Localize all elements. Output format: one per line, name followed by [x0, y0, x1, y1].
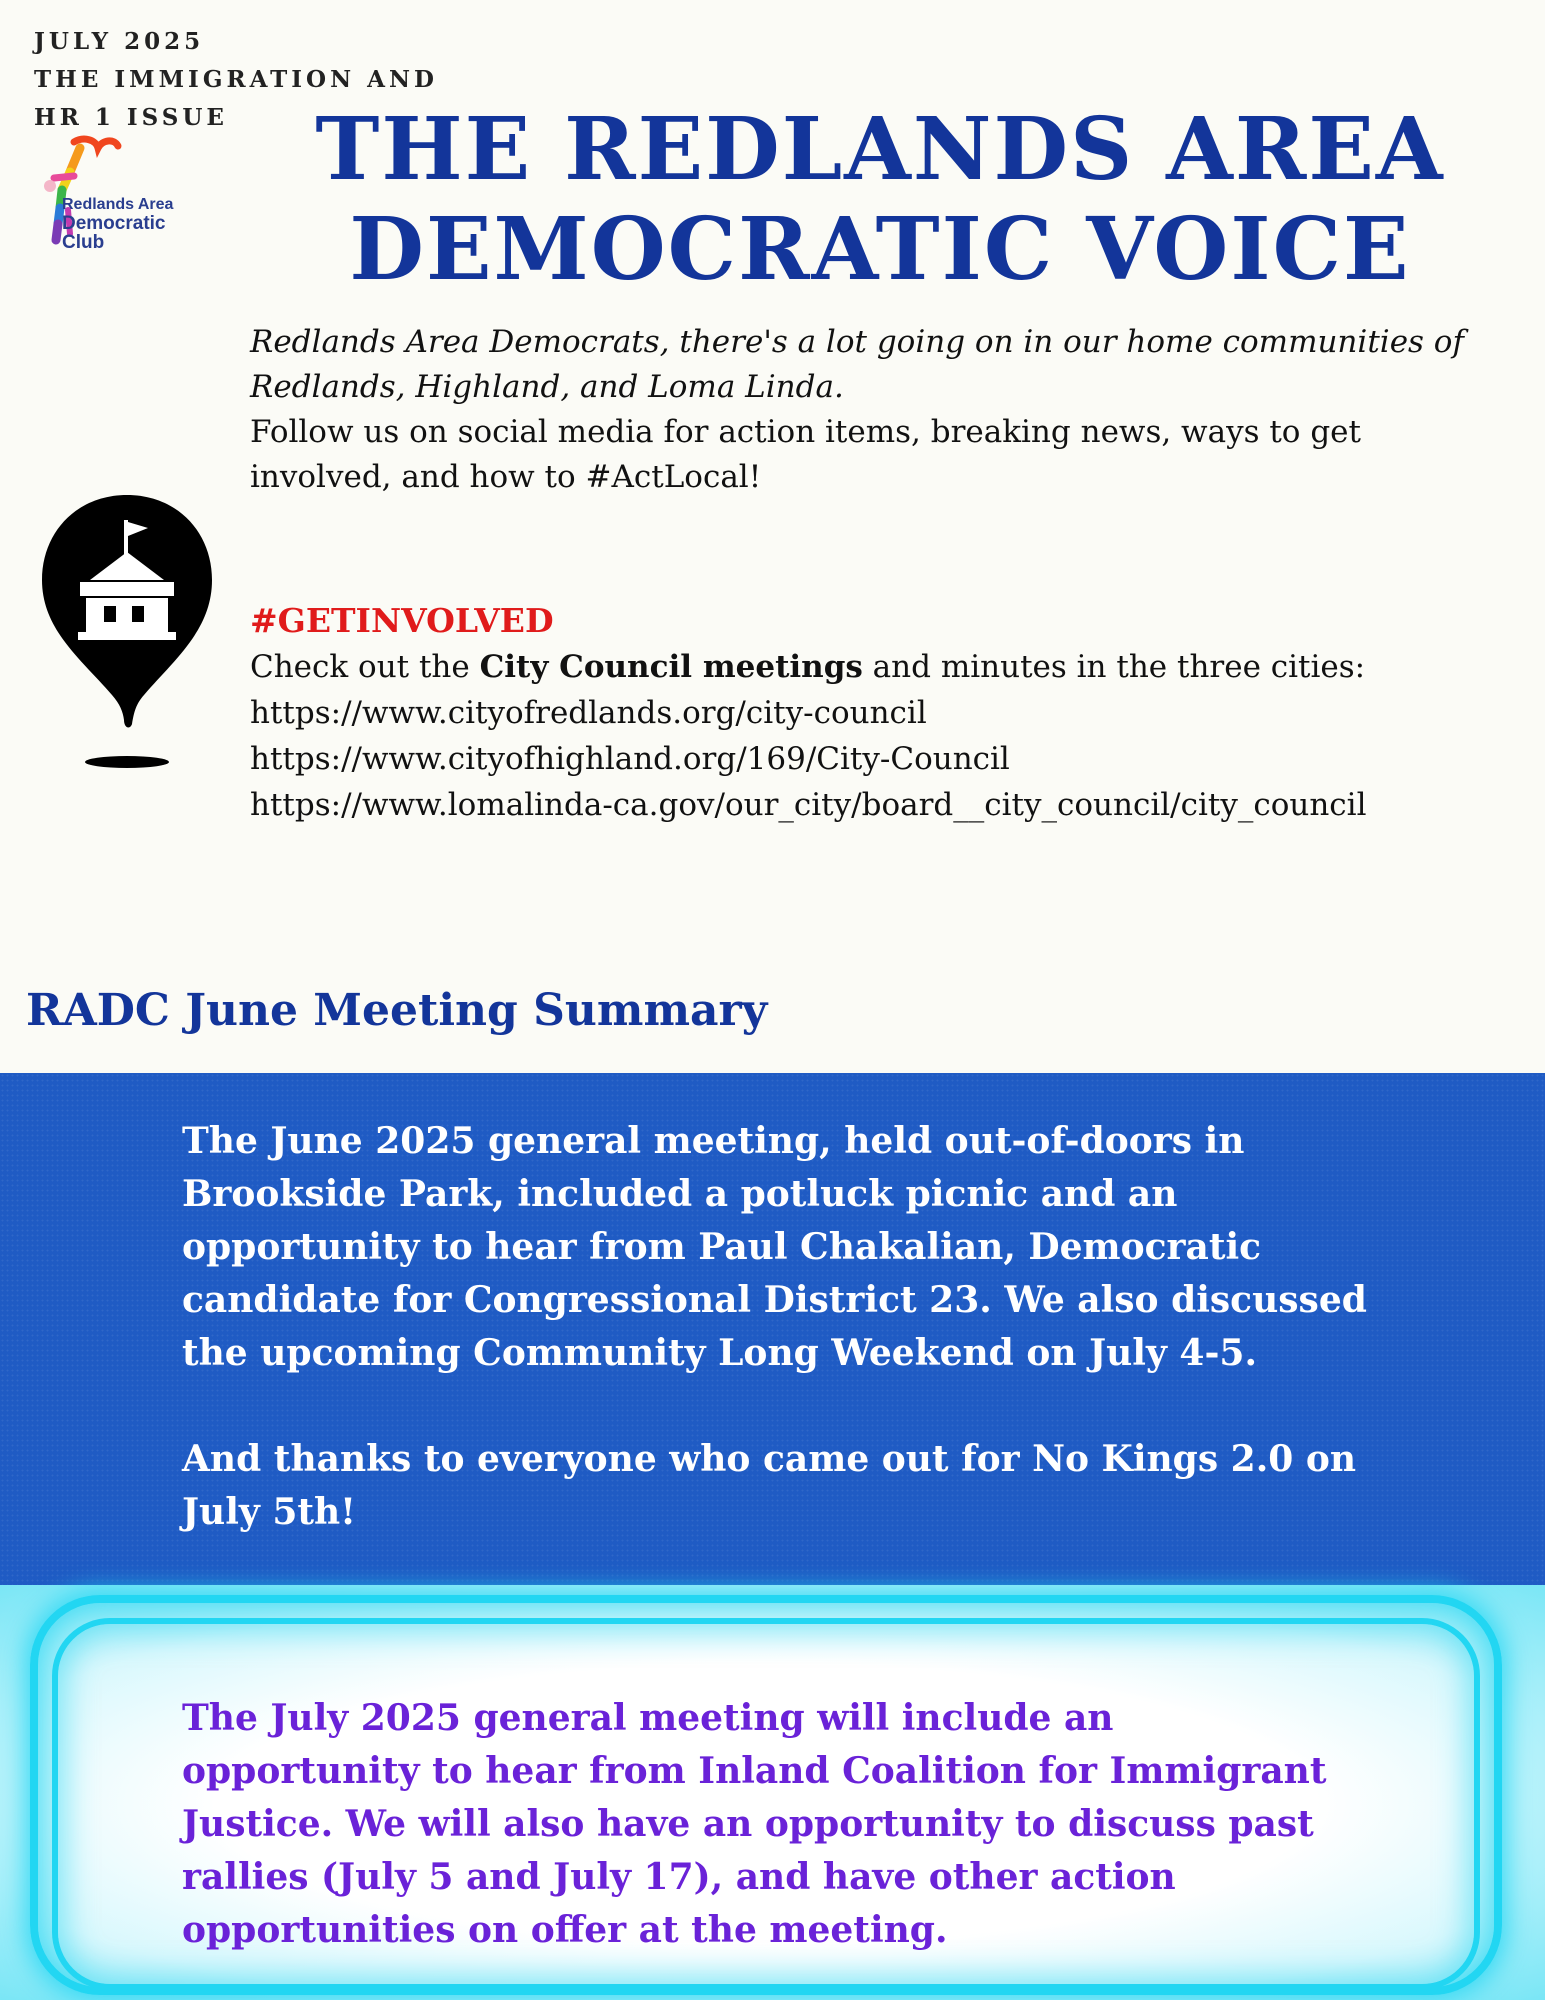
loma-linda-council-link[interactable]: https://www.lomalinda-ca.gov/our_city/board__city_council/city_council [250, 787, 1367, 823]
intro-section [250, 320, 1510, 500]
city-hall-pin-icon [20, 480, 235, 770]
logo-text-line-2: Democratic [62, 213, 166, 234]
july-meeting-text: The July 2025 general meeting will include an opportunity to hear from Inland Coalition for Immigrant Justice. We will also have an opportunity to discuss past rallies (July 5 and July 17), and have other action opportunities on offer at the meeting. [182, 1697, 1327, 1951]
get-involved-intro-bold: City Council meetings [479, 649, 863, 685]
intro-italic-text: Redlands Area Democrats, there's a lot going on in our home communities of Redlands, Highland, and Loma Linda. [250, 324, 1464, 405]
logo-text-line-1: Redlands Area [62, 196, 174, 213]
get-involved-intro-after: and minutes in the three cities: [862, 649, 1366, 685]
intro-follow-text: Follow us on social media for action items, breaking news, ways to get involved, and how to #ActLocal! [250, 414, 1361, 495]
highland-council-link[interactable]: https://www.cityofhighland.org/169/City-Council [250, 741, 1010, 777]
issue-theme-line-1: THE IMMIGRATION AND [34, 66, 438, 93]
get-involved-intro [250, 644, 1510, 690]
newsletter-title [240, 100, 1520, 300]
get-involved-section [250, 598, 1510, 828]
issue-date: JULY 2025 [34, 28, 205, 55]
redlands-council-link[interactable]: https://www.cityofredlands.org/city-council [250, 695, 927, 731]
newsletter-title-line-1: THE REDLANDS AREA [315, 99, 1445, 200]
june-summary-paragraph-2: And thanks to everyone who came out for No Kings 2.0 on July 5th! [182, 1438, 1357, 1533]
logo-text-line-3: Club [62, 232, 105, 253]
issue-theme-line-2: HR 1 ISSUE [34, 104, 228, 131]
newsletter-title-line-2: DEMOCRATIC VOICE [349, 199, 1411, 300]
june-summary-band [0, 1073, 1545, 1585]
june-summary-body [182, 1115, 1382, 1539]
june-summary-paragraph-1: The June 2025 general meeting, held out-of-doors in Brookside Park, included a potluck picnic and an opportunity to hear from Paul Chakalian, Democratic candidate for Congressional District 23. We also discussed the upcoming Community Long Weekend on July 4-5. [182, 1120, 1367, 1374]
get-involved-intro-before: Check out the [250, 649, 480, 685]
june-summary-heading: RADC June Meeting Summary [26, 985, 768, 1036]
get-involved-hashtag: #GETINVOLVED [250, 601, 554, 640]
